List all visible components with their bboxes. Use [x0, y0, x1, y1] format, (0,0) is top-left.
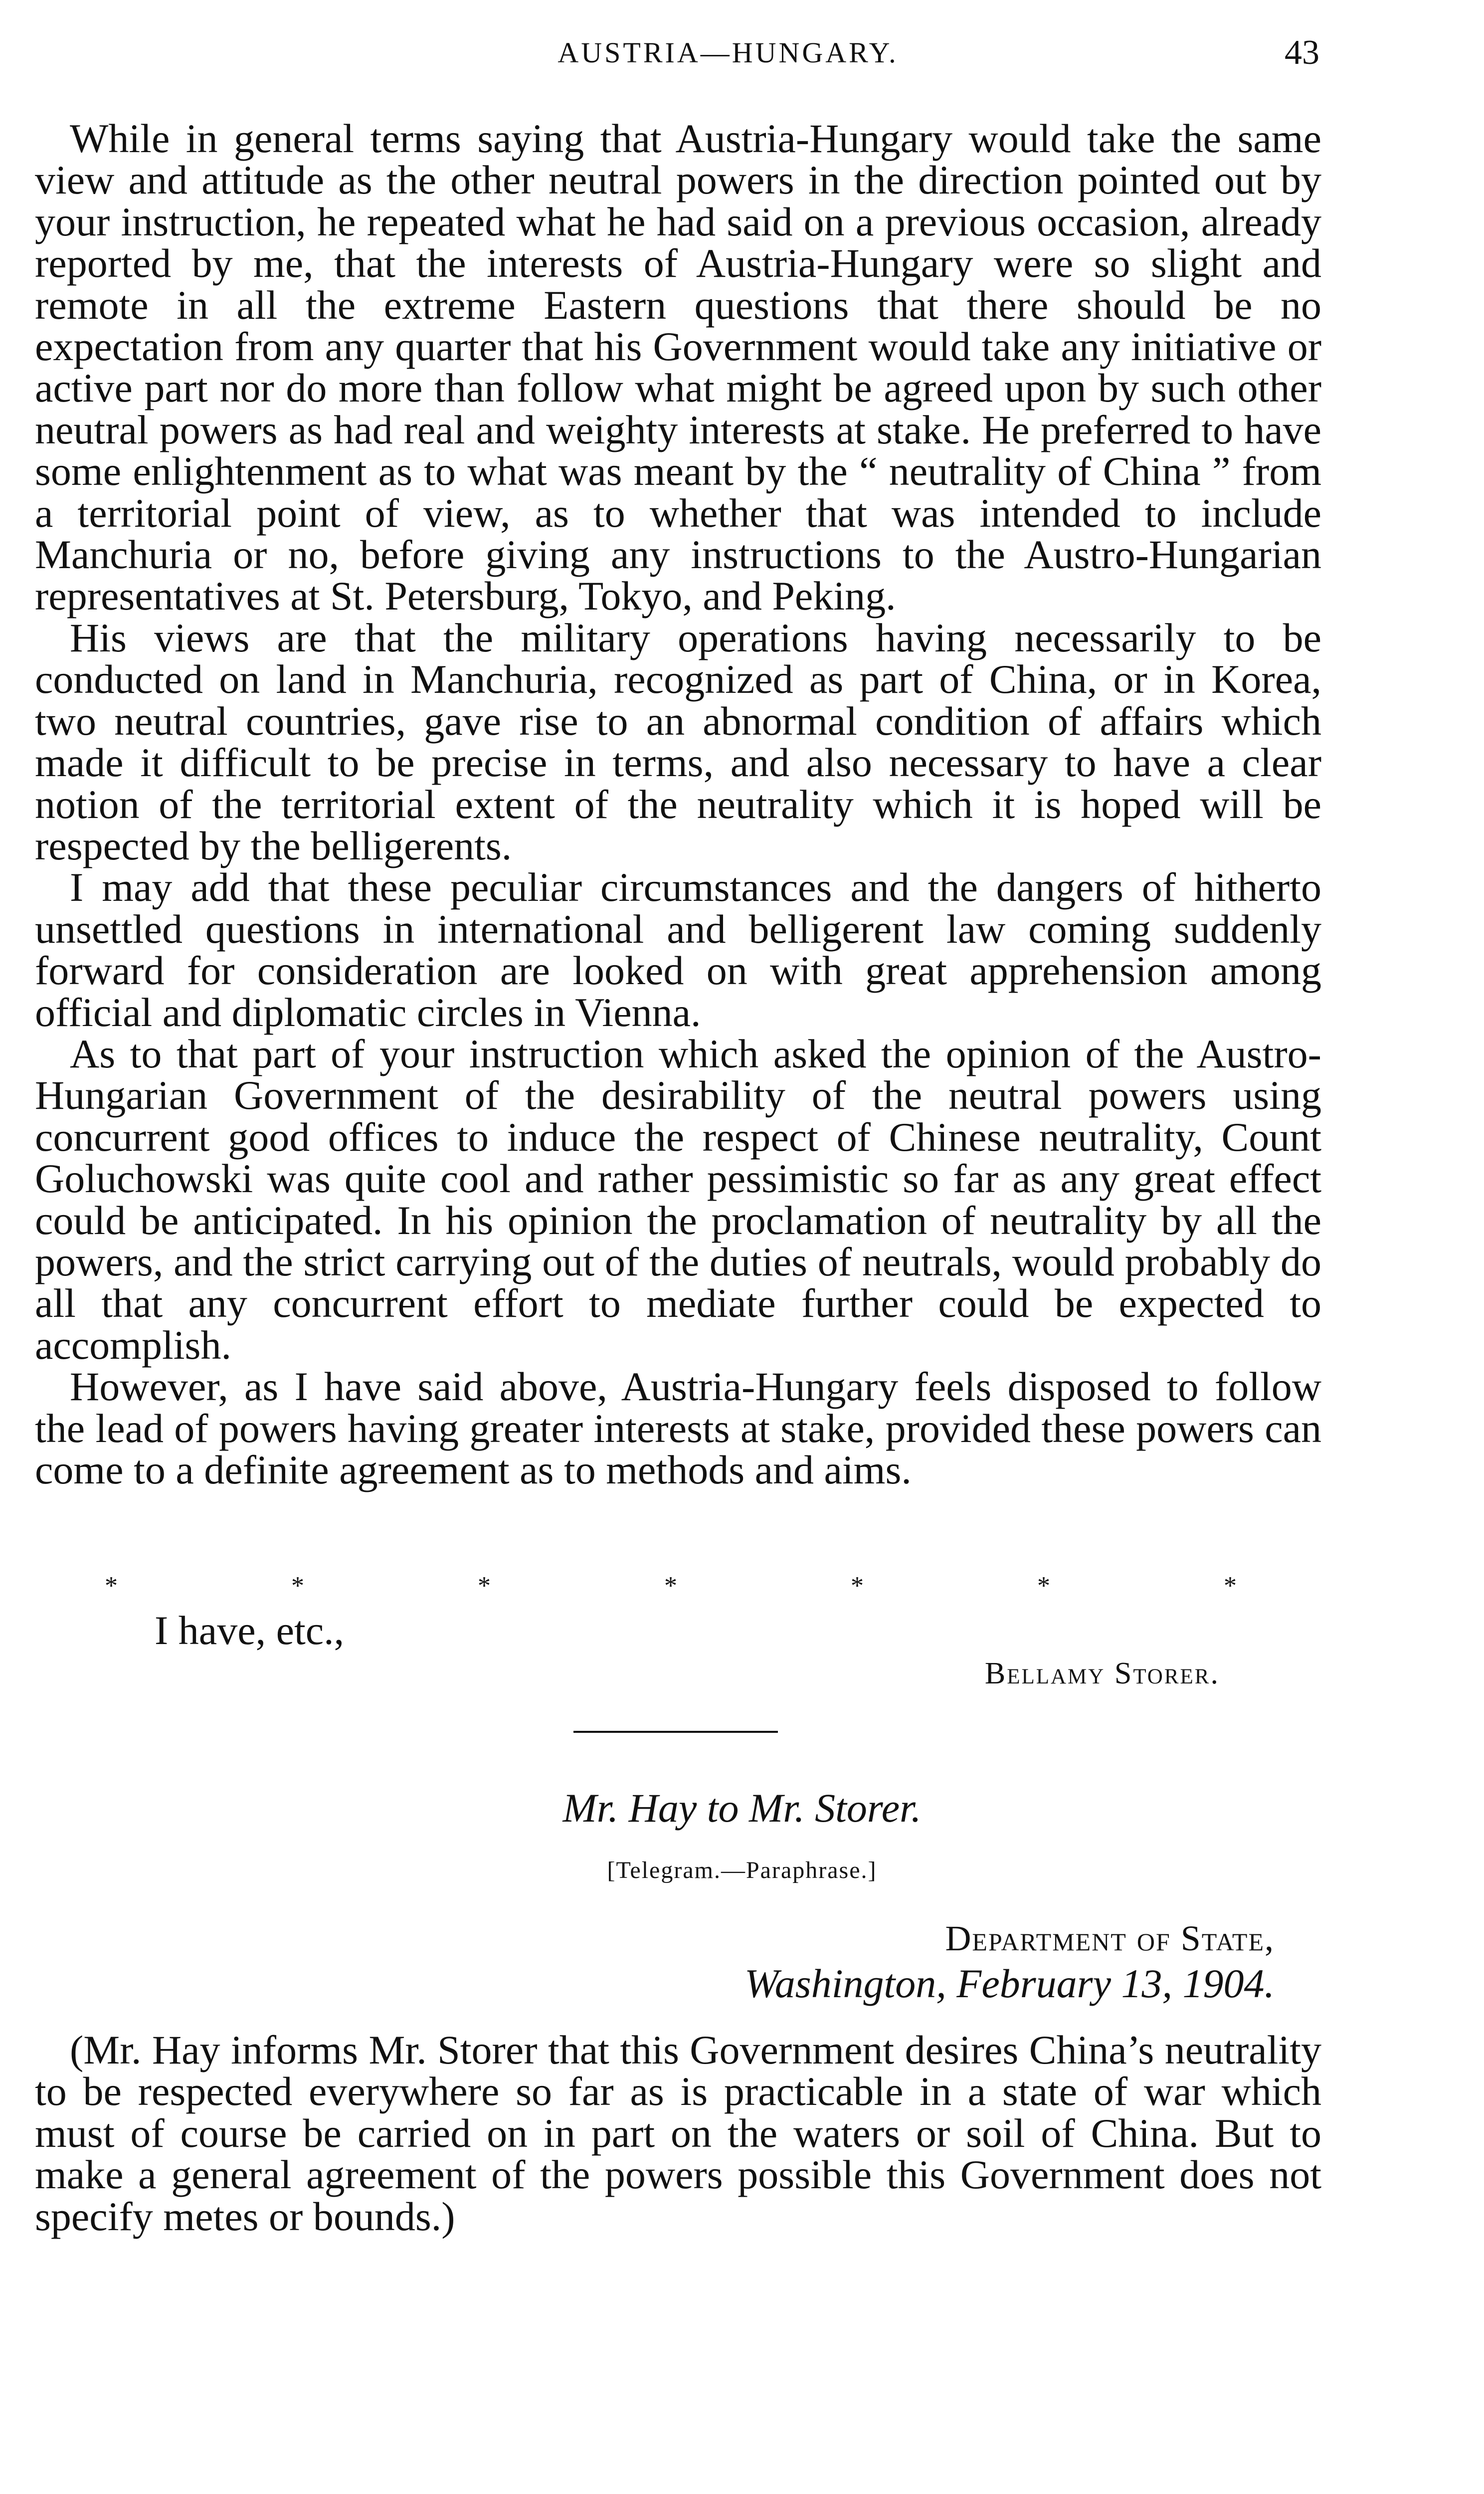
dateline-sender: Department of State,: [945, 1918, 1275, 1958]
closing-line: I have, etc.,: [155, 1608, 345, 1653]
asterisk: *: [851, 1572, 864, 1600]
document-note: [Telegram.—Paraphrase.]: [607, 1857, 877, 1883]
asterisk: *: [478, 1572, 491, 1600]
ellipsis-asterisks: [105, 1571, 1237, 1601]
paragraph: I may add that these peculiar circumstances and the dangers of hitherto unsettled questions in international and belligerent law coming suddenly forward for consideration are looked on with great apprehension among official and diplomatic circles in Vienna.: [35, 864, 1321, 1035]
signature: Bellamy Storer.: [984, 1657, 1220, 1690]
paragraph: As to that part of your instruction which asked the opinion of the Austro-Hungarian Government of the desirability of the neutral powers using concurrent good offices to induce the respect of Chinese neutrality, Count Goluchowski was quite cool and rather pessimistic so far as any great effect could be anticipated. In his opinion the proclamation of neutrality by all the powers, and the strict carrying out of the duties of neutrals, would probably do all that any concurrent effort to mediate further could be expected to accomplish.: [35, 1031, 1321, 1368]
dateline-place-date: Washington, February 13, 1904.: [744, 1961, 1275, 2006]
asterisk: *: [105, 1572, 118, 1600]
page-number: 43: [1285, 33, 1319, 72]
telegram-summary: [35, 2029, 1321, 2237]
running-title: AUSTRIA—HUNGARY.: [557, 36, 899, 69]
asterisk: *: [1037, 1572, 1050, 1600]
document-title: Mr. Hay to Mr. Storer.: [562, 1785, 922, 1831]
paragraph: However, as I have said above, Austria-Hungary feels disposed to follow the lead of powers having greater interests at stake, provided these powers can come to a definite agreement as to methods and aims.: [35, 1364, 1321, 1492]
asterisk: *: [664, 1572, 677, 1600]
paragraph: While in general terms saying that Austria-Hungary would take the same view and attitude as the other neutral powers in the direction pointed out by your instruction, he repeated what he had said on a previous occasion, already reported by me, that the interests of Austria-Hungary were so slight and remote in all the extreme Eastern questions that there should be no expectation from any quarter that his Government would take any initiative or active part nor do more than follow what might be agreed upon by such other neutral powers as had real and weighty interests at stake. He preferred to have some enlightenment as to what was meant by the “ neutrality of China ” from a territorial point of view, as to whether that was intended to include Manchuria or no, before giving any instructions to the Austro-Hungarian representatives at St. Petersburg, Tokyo, and Peking.: [35, 116, 1321, 619]
section-divider: [573, 1731, 778, 1733]
letter-body: [35, 118, 1321, 1490]
asterisk: *: [291, 1572, 304, 1600]
paragraph: (Mr. Hay informs Mr. Storer that this Government desires China’s neutrality to be respected everywhere so far as is practicable in a state of war which must of course be carried on in part on the waters or soil of China. But to make a general agreement of the powers possible this Government does not specify metes or bounds.): [35, 2027, 1321, 2239]
paragraph: His views are that the military operations having necessarily to be conducted on land in Manchuria, recognized as part of China, or in Korea, two neutral countries, gave rise to an abnormal condition of affairs which made it difficult to be precise in terms, and also necessary to have a clear notion of the territorial extent of the neutrality which it is hoped will be respected by the belligerents.: [35, 615, 1321, 868]
asterisk: *: [1224, 1572, 1237, 1600]
